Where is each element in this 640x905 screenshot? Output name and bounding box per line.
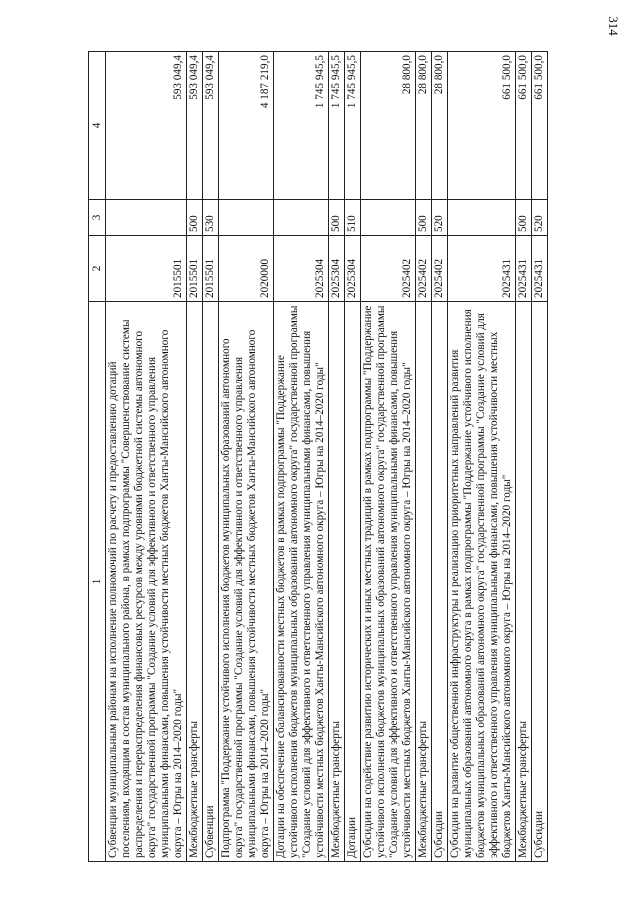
row-target-code: 2025431 <box>515 236 531 302</box>
row-expense-type <box>218 200 273 236</box>
row-amount: 28 800,0 <box>360 52 415 200</box>
rotated-table-container <box>88 52 568 862</box>
row-expense-type: 530 <box>202 200 218 236</box>
row-name: Субсидии <box>431 302 447 862</box>
row-expense-type: 500 <box>186 200 202 236</box>
row-name: Субсидии на содействие развитию исторических и иных местных традиций в рамках подпрограммы "Поддержание устойчивого исполнения бюджетов муниципальных образований автономного округа" государственной программы "Создание условий для эффективного и ответственного управления муниципальными финансами, повышения устойчивости местных бюджетов Ханты-Мансийского автономного округа – Югры на 2014–2020 годы" <box>360 302 415 862</box>
row-expense-type: 520 <box>431 200 447 236</box>
row-expense-type <box>273 200 328 236</box>
header-col-2: 2 <box>89 236 106 302</box>
table-row <box>344 52 360 862</box>
row-expense-type <box>360 200 415 236</box>
row-amount: 593 049,4 <box>106 52 187 200</box>
header-col-4: 4 <box>89 52 106 200</box>
table-row <box>328 52 344 862</box>
row-amount: 1 745 945,5 <box>273 52 328 200</box>
header-col-3: 3 <box>89 200 106 236</box>
row-amount: 661 500,0 <box>515 52 531 200</box>
budget-table <box>88 51 548 862</box>
row-amount: 593 049,4 <box>202 52 218 200</box>
row-expense-type: 520 <box>531 200 547 236</box>
row-name: Межбюджетные трансферты <box>515 302 531 862</box>
row-name: Подпрограмма "Поддержание устойчивого исполнения бюджетов муниципальных образований автономного округа" государственной программы "Создание условий для эффективного и ответственного управления муниципальными финансами, повышения устойчивости местных бюджетов Ханты-Мансийского автономного округа – Югры на 2014–2020 годы" <box>218 302 273 862</box>
table-row <box>218 52 273 862</box>
row-amount: 593 049,4 <box>186 52 202 200</box>
row-name: Субсидии <box>531 302 547 862</box>
row-target-code: 2015501 <box>202 236 218 302</box>
row-expense-type: 500 <box>328 200 344 236</box>
row-name: Дотации на обеспечение сбалансированности местных бюджетов в рамках подпрограммы "Поддержание устойчивого исполнения бюджетов муниципальных образований автономного округа" государственной программы "Создание условий для эффективного и ответственного управления муниципальными финансами, повышения устойчивости местных бюджетов Ханты-Мансийского автономного округа – Югры на 2014–2020 годы" <box>273 302 328 862</box>
row-expense-type <box>447 200 515 236</box>
row-name: Субвенции <box>202 302 218 862</box>
table-row <box>186 52 202 862</box>
row-target-code: 2025304 <box>273 236 328 302</box>
row-target-code: 2025402 <box>431 236 447 302</box>
header-col-1: 1 <box>89 302 106 862</box>
row-target-code: 2025431 <box>447 236 515 302</box>
row-name: Субсидии на развитие общественной инфраструктуры и реализацию приоритетных направлений развития муниципальных образований автономного округа в рамках подпрограммы "Поддержание устойчивого исполнения бюджетов муниципальных образований автономного округа" государственной программы "Создание условий для эффективного и ответственного управления муниципальными финансами, повышения устойчивости местных бюджетов Ханты-Мансийского автономного округа – Югры на 2014–2020 годы" <box>447 302 515 862</box>
row-name: Межбюджетные трансферты <box>186 302 202 862</box>
row-target-code: 2015501 <box>186 236 202 302</box>
row-target-code: 2025431 <box>531 236 547 302</box>
row-name: Субвенции муниципальным районам на исполнение полномочий по расчету и предоставлению дотаций поселениям, входящим в состав муниципального района, в рамках подпрограммы "Совершенствование системы распределения и перераспределения финансовых ресурсов между уровнями бюджетной системы автономного округа" государственной программы "Создание условий для эффективного и ответственного управления муниципальными финансами, повышения устойчивости местных бюджетов Ханты-Мансийского автономного округа – Югры на 2014–2020 годы" <box>106 302 187 862</box>
row-target-code: 2025402 <box>360 236 415 302</box>
row-target-code: 2015501 <box>106 236 187 302</box>
table-row <box>531 52 547 862</box>
row-amount: 1 745 945,5 <box>344 52 360 200</box>
row-amount: 1 745 945,5 <box>328 52 344 200</box>
table-row <box>360 52 415 862</box>
row-target-code: 2020000 <box>218 236 273 302</box>
table-row <box>106 52 187 862</box>
row-amount: 4 187 219,0 <box>218 52 273 200</box>
table-row <box>415 52 431 862</box>
row-expense-type <box>106 200 187 236</box>
row-target-code: 2025304 <box>328 236 344 302</box>
table-row <box>431 52 447 862</box>
row-amount: 661 500,0 <box>447 52 515 200</box>
table-row <box>202 52 218 862</box>
row-target-code: 2025304 <box>344 236 360 302</box>
table-row <box>273 52 328 862</box>
row-name: Межбюджетные трансферты <box>415 302 431 862</box>
page-number: 314 <box>605 16 621 36</box>
table-row <box>447 52 515 862</box>
row-amount: 28 800,0 <box>415 52 431 200</box>
row-amount: 28 800,0 <box>431 52 447 200</box>
row-expense-type: 500 <box>515 200 531 236</box>
table-row <box>515 52 531 862</box>
row-target-code: 2025402 <box>415 236 431 302</box>
row-expense-type: 510 <box>344 200 360 236</box>
row-amount: 661 500,0 <box>531 52 547 200</box>
row-name: Межбюджетные трансферты <box>328 302 344 862</box>
row-name: Дотации <box>344 302 360 862</box>
row-expense-type: 500 <box>415 200 431 236</box>
header-row <box>89 52 106 862</box>
